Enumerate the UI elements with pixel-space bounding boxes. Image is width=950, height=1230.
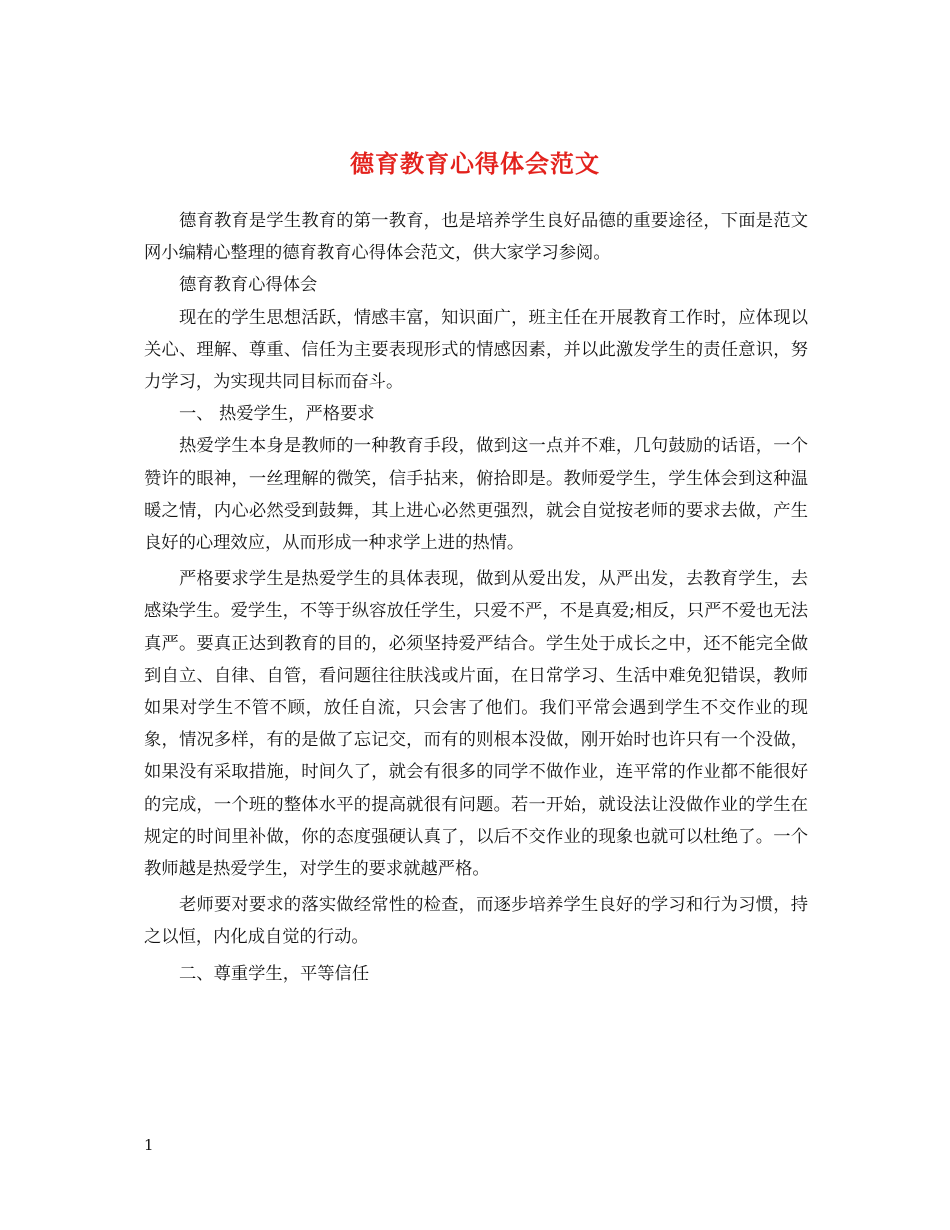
subheading-experience: 德育教育心得体会 — [179, 275, 318, 296]
paragraph-overview: 现在的学生思想活跃，情感丰富，知识面广，班主任在开展教育工作时，应体现以关心、理解、尊重、信任为主要表现形式的情感因素，并以此激发学生的责任意识，努力学习，为实现共同目标而奋斗。 — [144, 307, 808, 393]
document-body — [144, 205, 808, 990]
document-title: 德育教育心得体会范文 — [350, 149, 600, 179]
paragraph-love-students: 热爱学生本身是教师的一种教育手段，做到这一点并不难，几句鼓励的话语，一个赞许的眼神，一丝理解的微笑，信手拈来，俯拾即是。教师爱学生，学生体会到这种温暖之情，内心必然受到鼓舞，其上进心必然更强烈，就会自觉按老师的要求去做，产生良好的心理效应，从而形成一种求学上进的热情。 — [144, 436, 808, 554]
section-heading-2: 二、尊重学生，平等信任 — [179, 963, 370, 984]
page-number: 1 — [144, 1136, 154, 1154]
paragraph-strict-requirements: 严格要求学生是热爱学生的具体表现，做到从爱出发，从严出发，去教育学生，去感染学生。爱学生，不等于纵容放任学生，只爱不严，不是真爱;相反，只严不爱也无法真严。要真正达到教育的目的，必须坚持爱严结合。学生处于成长之中，还不能完全做到自立、自律、自管，看问题往往肤浅或片面，在日常学习、生活中难免犯错误，教师如果对学生不管不顾，放任自流，只会害了他们。我们平常会遇到学生不交作业的现象，情况多样，有的是做了忘记交，而有的则根本没做，刚开始时也许只有一个没做，如果没有采取措施，时间久了，就会有很多的同学不做作业，连平常的作业都不能很好的完成，一个班的整体水平的提高就很有问题。若一开始，就设法让没做作业的学生在规定的时间里补做，你的态度强硬认真了，以后不交作业的现象也就可以杜绝了。一个教师越是热爱学生，对学生的要求就越严格。 — [144, 569, 808, 880]
paragraph-regular-checks: 老师要对要求的落实做经常性的检查，而逐步培养学生良好的学习和行为习惯，持之以恒，内化成自觉的行动。 — [144, 895, 808, 948]
section-heading-1: 一、 热爱学生，严格要求 — [179, 404, 375, 425]
intro-paragraph: 德育教育是学生教育的第一教育，也是培养学生良好品德的重要途径，下面是范文网小编精心整理的德育教育心得体会范文，供大家学习参阅。 — [144, 211, 808, 264]
